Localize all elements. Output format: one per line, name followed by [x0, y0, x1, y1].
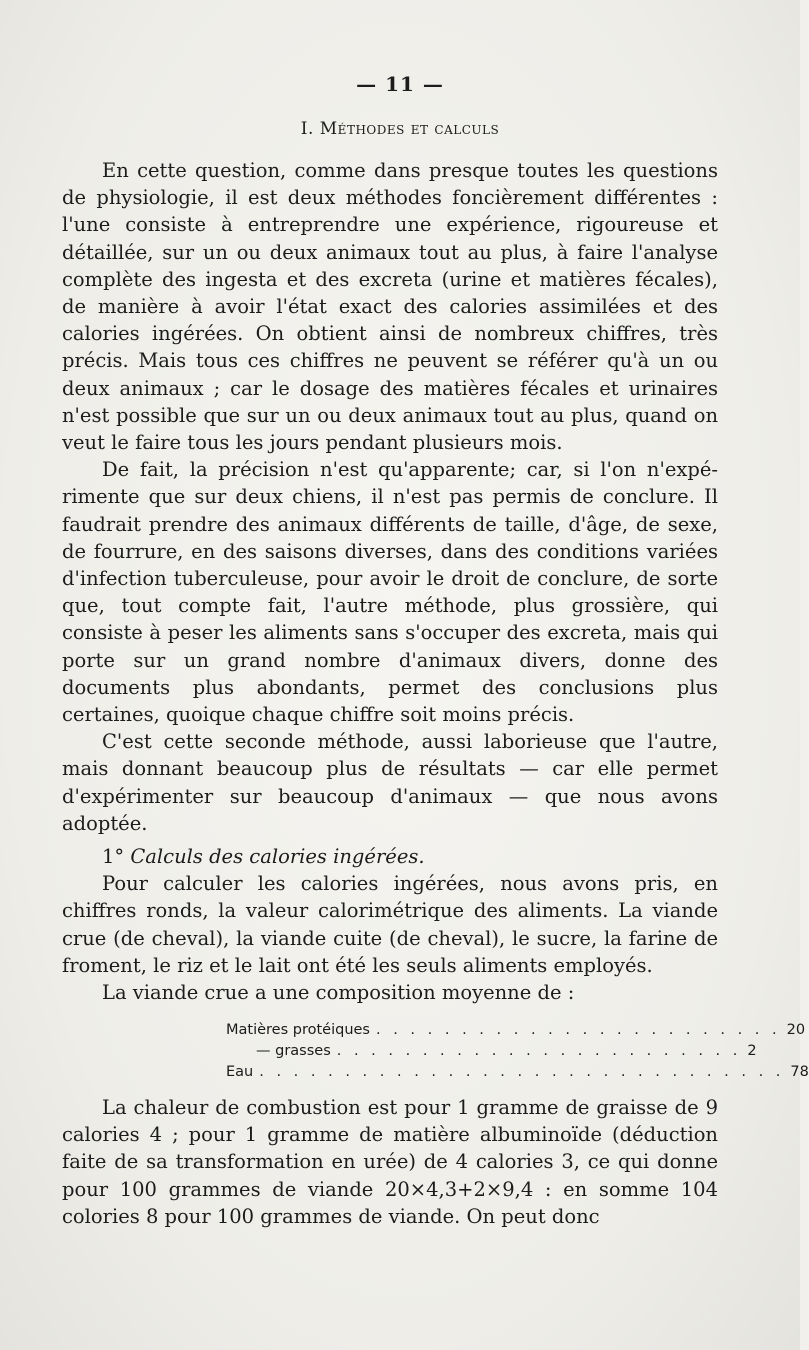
page-number: — 11 —	[356, 72, 444, 96]
paragraph: En cette question, comme dans presque toutes les questions de physiologie, il est deux méthodes foncièrement différentes : l'une consiste à entreprendre une expérience, rigoureuse et détaillée, sur un ou deux animaux tout au plus, à faire l'analyse complète des ingesta et des excreta (urine et matières fécales), de manière à avoir l'état exact des calories assimilées et des calories ingérées. On obtient ainsi de nombreux chiffres, très précis. Mais tous ces chiffres ne peuvent se référer qu'à un ou deux animaux ; car le dosage des matières fécales et urinaires n'est possible que sur un ou deux animaux tout au plus, quand on veut le faire tous les jours pendant plusieurs mois.	[62, 159, 718, 455]
paragraph: La chaleur de combustion est pour 1 gramme de graisse de 9 calories 4 ; pour 1 gramme de matière albuminoïde (déduction faite de sa transformation en urée) de 4 calories 3, ce qui donne pour 100 grammes de viande 20×4,3+2×9,4 : en somme 104 colories 8 pour 100 grammes de viande. On peut donc	[62, 1096, 718, 1228]
paragraph: C'est cette seconde méthode, aussi laborieuse que l'autre, mais donnant beaucoup plus de résultats — car elle permet d'expérimenter sur beaucoup d'animaux — que nous avons adoptée.	[62, 730, 718, 835]
body-text-bottom	[62, 1094, 718, 1230]
composition-value: 20	[786, 1022, 806, 1038]
composition-row	[226, 1041, 757, 1062]
composition-row	[226, 1062, 809, 1083]
leader-dots: . . . . . . . . . . . . . . . . . . . . . . . .	[375, 1022, 781, 1038]
composition-label: — grasses	[256, 1043, 331, 1059]
section-heading: I. Méthodes et calculs	[300, 119, 500, 139]
leader-dots: . . . . . . . . . . . . . . . . . . . . . . . .	[336, 1043, 742, 1059]
composition-value: 78	[790, 1064, 809, 1080]
composition-row	[226, 1020, 806, 1041]
subsection-title: Calculs des calories ingérées.	[130, 845, 425, 868]
body-text-top	[62, 157, 718, 837]
composition-value: 2	[747, 1043, 757, 1059]
composition-table	[226, 1020, 809, 1083]
body-text-mid	[62, 843, 718, 1006]
subsection-heading	[62, 843, 718, 870]
paragraph: Pour calculer les calories ingérées, nous avons pris, en chiffres ronds, la valeur calorimétrique des aliments. La viande crue (de cheval), la viande cuite (de cheval), le sucre, la farine de froment, le riz et le lait ont été les seuls aliments employés.	[62, 872, 718, 977]
subsection-number: 1°	[102, 845, 125, 868]
paragraph: La viande crue a une composition moyenne de :	[102, 981, 575, 1005]
leader-dots: . . . . . . . . . . . . . . . . . . . . . . . . . . . . . . .	[259, 1064, 785, 1080]
paragraph: De fait, la précision n'est qu'apparente; car, si l'on n'expérimente que sur deux chiens, il n'est pas permis de conclure. Il faudrait prendre des animaux différents de taille, d'âge, de sexe, de fourrure, en des saisons diverses, dans des conditions variées d'infection tuberculeuse, pour avoir le droit de conclure, de sorte que, tout compte fait, l'autre méthode, plus grossière, qui consiste à peser les aliments sans s'occuper des excreta, mais qui porte sur un grand nombre d'animaux divers, donne des documents plus abondants, permet des conclusions plus certaines, quoique chaque chiffre soit moins précis.	[62, 458, 718, 727]
composition-label: Matières protéiques	[226, 1022, 370, 1038]
composition-label: Eau	[226, 1064, 254, 1080]
